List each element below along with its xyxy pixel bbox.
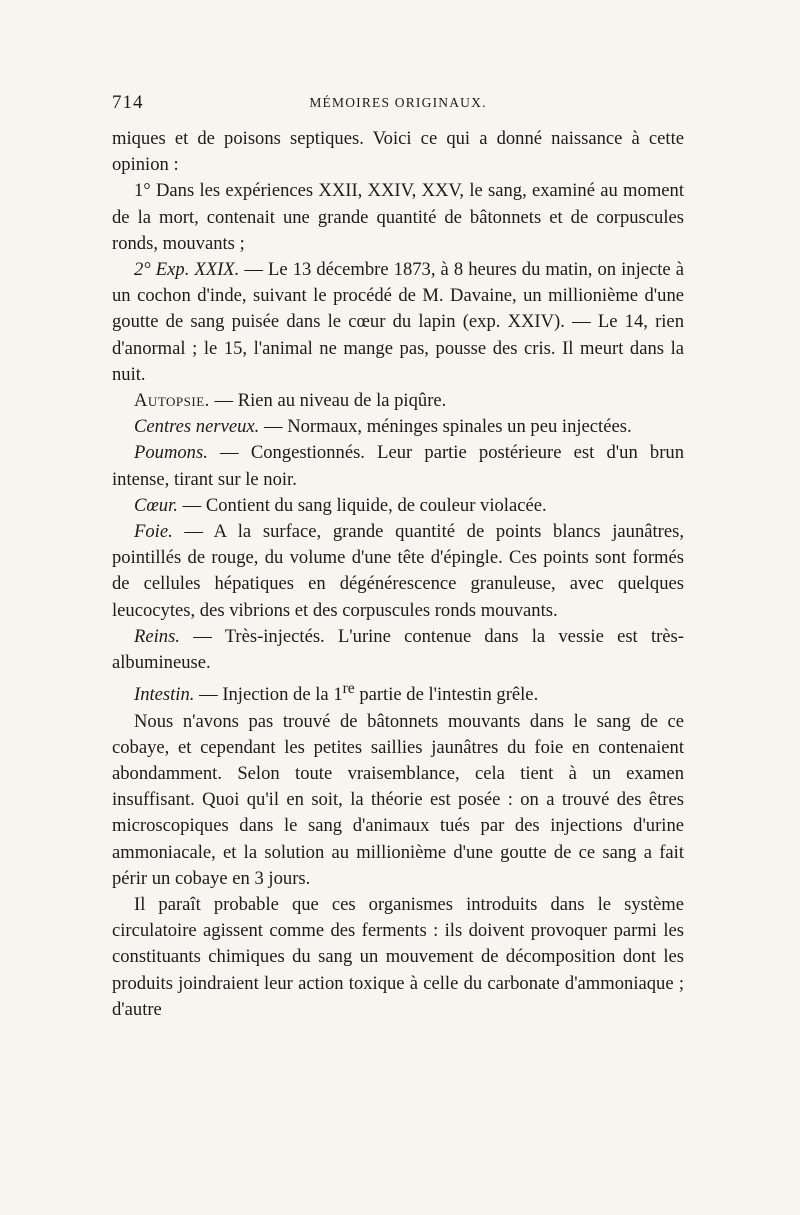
section-label: Poumons. xyxy=(134,442,208,464)
paragraph xyxy=(112,493,684,519)
paragraph-text: — Contient du sang liquide, de couleur violacée. xyxy=(182,494,547,516)
paragraph xyxy=(112,414,684,440)
section-label: Centres nerveux. xyxy=(134,416,260,438)
paragraph-text: — Normaux, méninges spinales un peu injectées. xyxy=(263,416,632,438)
paragraph xyxy=(112,257,684,388)
page-number: 714 xyxy=(112,92,144,113)
paragraph-text: — Le 13 décembre 1873, à 8 heures du matin, on injecte à un cochon d'inde, suivant le procédé de M. Davaine, un millionième d'une goutte de sang puisée dans le cœur du lapin (exp. XXIV). — Le 14, rien d'anormal ; le 15, l'animal ne mange pas, pousse des cris. Il meurt dans la nuit. xyxy=(112,259,684,385)
paragraph-text: — Congestionnés. Leur partie postérieure est d'un brun intense, tirant sur le noir. xyxy=(112,442,685,490)
paragraph xyxy=(112,892,684,1023)
paragraph-text: — Très-injectés. L'urine contenue dans la vessie est très-albumineuse. xyxy=(112,625,684,674)
page-header xyxy=(112,92,684,126)
paragraph xyxy=(112,388,684,414)
paragraph-text: — A la surface, grande quantité de points blancs jaunâtres, pointillés de rouge, du volume d'une tête d'épingle. Ces points sont formés de cellules hépatiques en dégénérescence granuleuse, avec quelques leucocytes, des vibrions et des corpuscules ronds mouvants. xyxy=(112,521,684,621)
paragraph-text: — Injection de la 1 xyxy=(199,684,343,706)
paragraph xyxy=(112,126,684,178)
section-label: Intestin. xyxy=(134,684,195,706)
section-label: Autopsie. xyxy=(134,390,210,412)
paragraph xyxy=(112,624,684,676)
paragraph xyxy=(112,676,684,708)
paragraph-text: — Rien au niveau de la piqûre. xyxy=(214,390,447,412)
paragraph xyxy=(112,709,684,892)
paragraph xyxy=(112,440,684,492)
paragraph xyxy=(112,519,684,624)
paragraph-text: partie de l'intestin grêle. xyxy=(354,684,539,706)
paragraph-text: Il paraît probable que ces organismes introduits dans le système circulatoire agissent comme des ferments : ils doivent provoquer parmi les constituants chimiques du sang un mouvement de décomposition dont les produits joindraient leur action toxique à celle du carbonate d'ammoniaque ; d'autre xyxy=(112,894,684,1020)
page-body xyxy=(112,126,684,1023)
paragraph-text: 1° Dans les expériences XXII, XXIV, XXV, le sang, examiné au moment de la mort, contenait une grande quantité de bâtonnets et de corpuscules ronds, mouvants ; xyxy=(112,180,684,254)
paragraph-text: Nous n'avons pas trouvé de bâtonnets mouvants dans le sang de ce cobaye, et cependant les petites saillies jaunâtres du foie en contenaient abondamment. Selon toute vraisemblance, cela tient à un examen insuffisant. Quoi qu'il en soit, la théorie est posée : on a trouvé des êtres microscopiques dans le sang d'animaux tués par des injections d'urine ammoniacale, et la solution au millionième d'une goutte de ce sang a fait périr un cobaye en 3 jours. xyxy=(112,710,684,889)
paragraph xyxy=(112,178,684,257)
experiment-label: 2° Exp. XXIX. xyxy=(134,259,240,281)
superscript: re xyxy=(342,680,355,698)
section-label: Foie. xyxy=(134,521,173,543)
section-label: Reins. xyxy=(134,625,180,647)
book-page xyxy=(112,92,684,1023)
running-head: MÉMOIRES ORIGINAUX. xyxy=(309,95,487,110)
paragraph-text: miques et de poisons septiques. Voici ce qui a donné naissance à cette opinion : xyxy=(112,128,684,176)
section-label: Cœur. xyxy=(134,494,178,516)
